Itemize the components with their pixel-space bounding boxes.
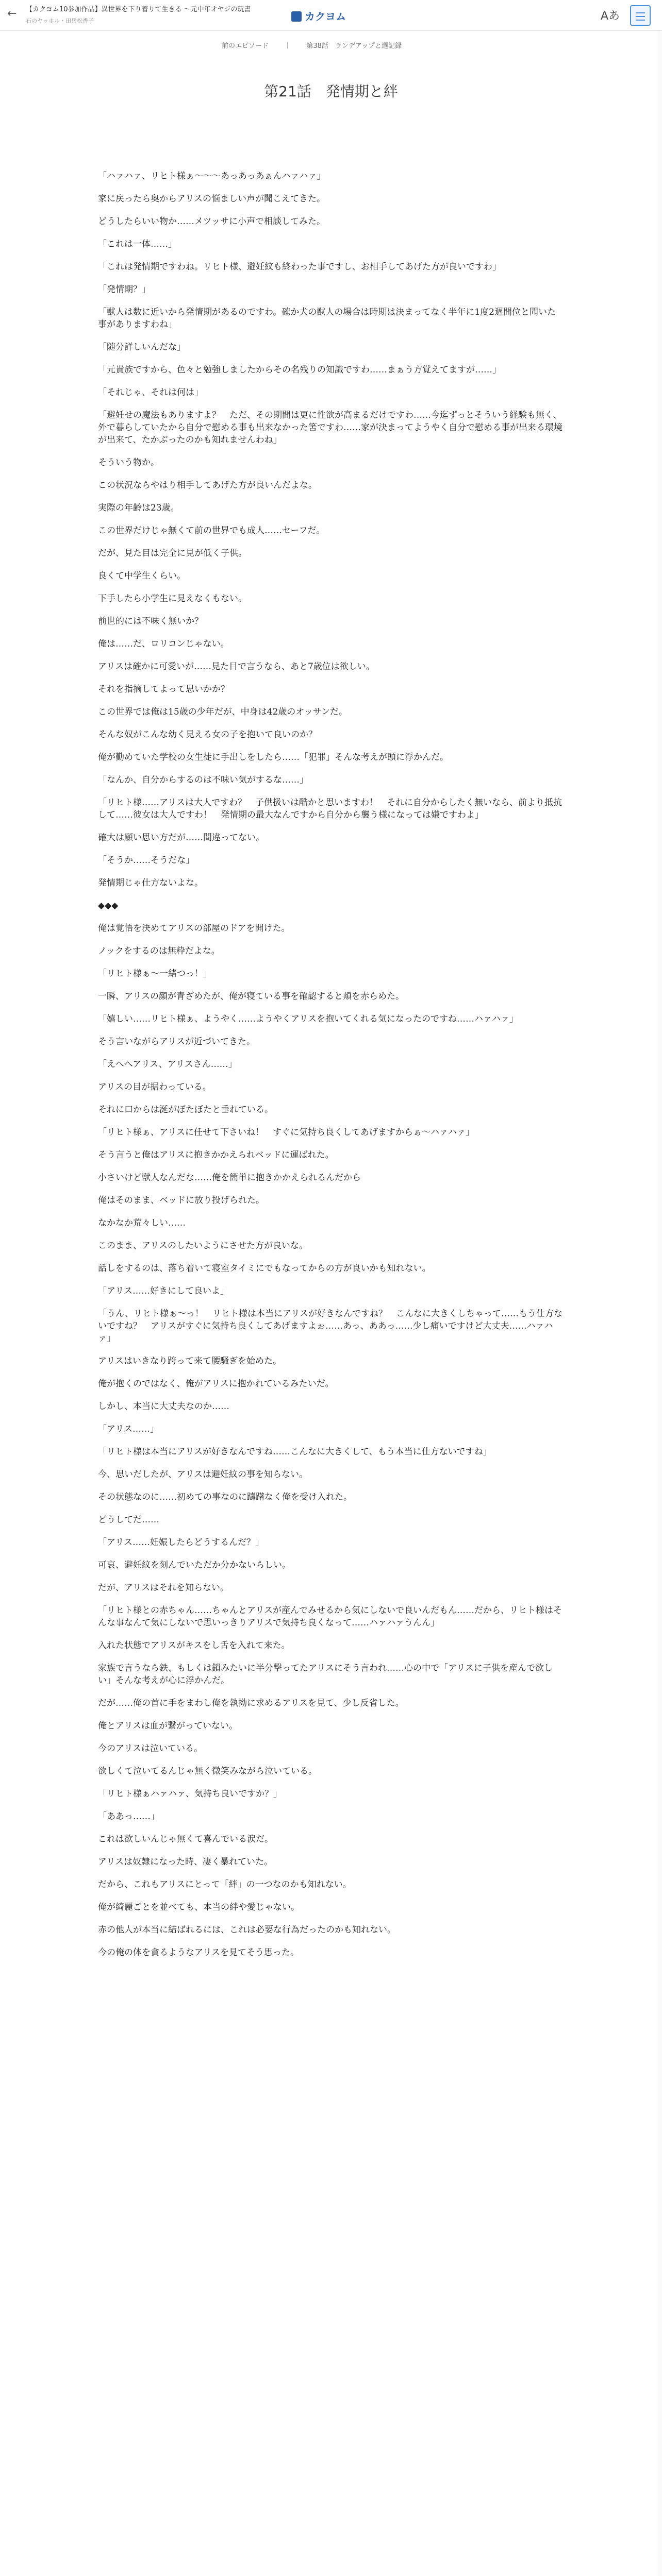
episode-body xyxy=(98,170,564,1969)
body-paragraph: 家に戻ったら奥からアリスの悩ましい声が聞こえてきた。 xyxy=(98,194,325,204)
body-paragraph: この状況ならやはり相手してあげた方が良いんだよな。 xyxy=(98,480,317,490)
body-paragraph: それを指摘してよって思いかか？ xyxy=(98,684,229,694)
body-paragraph: 俺とアリスは血が繋がっていない。 xyxy=(98,1721,238,1731)
body-paragraph: 入れた状態でアリスがキスをし舌を入れて来た。 xyxy=(98,1640,290,1651)
body-paragraph: 可哀、避妊紋を刻んでいただか分かないらしい。 xyxy=(98,1560,291,1570)
prev-episode-link[interactable]: 前のエピソード xyxy=(222,42,269,50)
body-paragraph: 「元貴族ですから、色々と勉強しましたからその名残りの知識ですわ……まぁう方覚えてますが……」 xyxy=(98,365,501,375)
body-paragraph: そんな奴がこんな幼く見える女の子を抱いて良いのか？ xyxy=(98,730,317,740)
body-paragraph: 良くて中学生くらい。 xyxy=(98,571,186,581)
body-paragraph: アリスの目が据わっている。 xyxy=(98,1082,211,1092)
body-paragraph: 俺が抱くのではなく、俺がアリスに抱かれているみたいだ。 xyxy=(98,1379,334,1389)
body-paragraph: 「リヒト様ぁ〜一緒つっ！」 xyxy=(98,969,212,979)
episode-title: 第21話 発情期と絆 xyxy=(264,83,398,100)
body-paragraph: そういう物か。 xyxy=(98,457,159,468)
body-paragraph: だが……俺の首に手をまわし俺を執拗に求めるアリスを見て、少し反省した。 xyxy=(98,1698,404,1708)
body-paragraph: これは欲しいんじゃ無くて喜んでいる涙だ。 xyxy=(98,1834,273,1844)
body-paragraph: どうしてだ…… xyxy=(98,1515,159,1525)
body-paragraph: 家族で言うなら鉄、もしくは鎖みたいに半分撃ってたアリスにそう言われ……心の中で「アリスに子供を産んで欲しい」そんな考えが心に浮かんだ。 xyxy=(98,1663,553,1686)
body-paragraph: 「発情期？」 xyxy=(98,284,151,295)
body-paragraph: 欲しくて泣いてるんじゃ無く微笑みながら泣いている。 xyxy=(98,1766,317,1776)
body-paragraph: 「そうか……そうだな」 xyxy=(98,855,194,866)
body-paragraph: 実際の年齢は23歳。 xyxy=(98,503,179,513)
logo-mark-icon xyxy=(291,11,302,22)
font-settings-icon[interactable]: Aあ xyxy=(601,10,620,23)
body-paragraph: この世界だけじゃ無くて前の世界でも成人……セーフだ。 xyxy=(98,526,325,536)
body-paragraph: 俺が勤めていた学校の女生徒に手出しをしたら……「犯罪」そんな考えが頭に浮かんだ。 xyxy=(98,752,449,762)
body-paragraph: このまま、アリスのしたいようにさせた方が良いな。 xyxy=(98,1241,308,1251)
body-paragraph: 俺が綺麗ごとを並べても、本当の絆や愛じゃない。 xyxy=(98,1902,300,1912)
nav-separator: ｜ xyxy=(284,42,291,50)
logo-text: カクヨム xyxy=(305,10,346,23)
menu-toggle-icon[interactable] xyxy=(630,5,651,26)
body-paragraph: 「リヒト様……アリスは大人ですわ？ 子供扱いは酷かと思いますわ！ それに自分からしたく無いなら、前より抵抗して……彼女は大人ですわ！ 発情期の最大なんですから自分から襲う様になっては嫌ですわよ」 xyxy=(98,798,562,820)
body-paragraph: 「えへへアリス、アリスさん……」 xyxy=(98,1059,237,1070)
body-paragraph: 「それじゃ、それは何は」 xyxy=(98,387,203,398)
body-paragraph: 「避妊せの魔法もありますよ？ ただ、その期間は更に性欲が高まるだけですわ……今迄ずっとそういう経験も無く、外で暮らしていたから自分で慰める事も出来なかった筈ですわ……家が決まってようやく自分で慰める事が出来る環境が出来て、たかぶったのかも知れませんわね」 xyxy=(98,410,562,445)
body-paragraph: 今の俺の体を貪るようなアリスを見てそう思った。 xyxy=(98,1947,299,1958)
current-episode-link[interactable]: 第38話 ランデアップと週記録 xyxy=(306,42,402,50)
body-paragraph: 前世的には不味く無いか？ xyxy=(98,616,203,626)
body-paragraph: そう言うと俺はアリスに抱きかかえられベッドに運ばれた。 xyxy=(98,1150,334,1160)
body-paragraph: 「ハァハァ、リヒト様ぁ〜〜〜あっあっあぁんハァハァ」 xyxy=(98,171,326,181)
body-paragraph: だから、これもアリスにとって「絆」の一つなのかも知れない。 xyxy=(98,1879,352,1890)
body-paragraph: 「これは一体……」 xyxy=(98,239,177,249)
body-paragraph: どうしたらいい物か……メツッサに小声で相談してみた。 xyxy=(98,216,325,227)
body-paragraph: 今のアリスは泣いている。 xyxy=(98,1743,203,1754)
header-work-title[interactable]: 【カクヨム10参加作品】異世界を下り着りて生きる ～元中年オヤジの玩書 xyxy=(26,6,251,13)
body-paragraph: だが、見た目は完全に見が低く子供。 xyxy=(98,548,247,558)
body-paragraph: 「リヒト様ぁ、アリスに任せて下さいね！ すぐに気持ち良くしてあげますからぁ〜ハァハァ」 xyxy=(98,1127,474,1138)
body-paragraph: 小さいけど獣人なんだな……俺を簡単に抱きかかえられるんだから xyxy=(98,1173,361,1183)
body-paragraph: 俺はそのまま、ベッドに放り投げられた。 xyxy=(98,1195,264,1206)
body-paragraph: 「リヒト様ぁハァハァ、気持ち良いですか？」 xyxy=(98,1789,282,1799)
body-paragraph: 「随分詳しいんだな」 xyxy=(98,342,186,352)
chapter-nav xyxy=(222,40,415,50)
body-paragraph: そう言いながらアリスが近づいてきた。 xyxy=(98,1037,255,1047)
body-paragraph: 「リヒト様との赤ちゃん……ちゃんとアリスが産んでみせるから気にしないで良いんだもん……だから、リヒト様はそんな事なんて気にしないで思いっきりアリスで気持ち良くなって……ハァハァうんん」 xyxy=(98,1605,562,1628)
body-paragraph: 「アリス……妊娠したらどうするんだ？」 xyxy=(98,1537,264,1548)
body-paragraph: アリスはいきなり跨って来て腰騒ぎを始めた。 xyxy=(98,1356,282,1366)
back-arrow-icon[interactable]: ← xyxy=(7,7,17,20)
body-paragraph: 一瞬、アリスの顔が青ざめたが、俺が寝ている事を確認すると頬を赤らめた。 xyxy=(98,991,404,1002)
body-paragraph: なかなか荒々しい…… xyxy=(98,1218,186,1228)
body-paragraph: 俺は覚悟を決めてアリスの部屋のドアを開けた。 xyxy=(98,923,290,934)
body-paragraph: 下手したら小学生に見えなくもない。 xyxy=(98,594,247,604)
body-paragraph: アリスは奴隷になった時、凄く暴れていた。 xyxy=(98,1857,273,1867)
body-paragraph: 赤の他人が本当に結ばれるには、これは必要な行為だったのかも知れない。 xyxy=(98,1925,396,1935)
body-paragraph: 「リヒト様は本当にアリスが好きなんですね……こんなに大きくして、もう本当に仕方ないですね」 xyxy=(98,1447,492,1457)
body-paragraph: 今、思いだしたが、アリスは避妊紋の事を知らない。 xyxy=(98,1469,308,1480)
body-paragraph: その状態なのに……初めての事なのに躊躇なく俺を受け入れた。 xyxy=(98,1492,352,1502)
body-paragraph: それに口からは涎がぼたぼたと垂れている。 xyxy=(98,1105,273,1115)
body-paragraph: 確大は願い思い方だが……間違ってない。 xyxy=(98,833,264,843)
episode-content xyxy=(0,31,662,2576)
body-paragraph: ◆◆◆ xyxy=(98,901,119,911)
body-paragraph: 「アリス……好きにして良いよ」 xyxy=(98,1286,229,1296)
body-paragraph: 俺は……だ、ロリコンじゃない。 xyxy=(98,639,229,649)
body-paragraph: 「なんか、自分からするのは不味い気がするな……」 xyxy=(98,775,308,785)
kakuyomu-logo[interactable] xyxy=(291,8,346,23)
body-paragraph: 「ああっ……」 xyxy=(98,1811,159,1822)
body-paragraph: 「獣人は数に近いから発情期があるのですわ。確か犬の獣人の場合は時期は決まってなく半年に1度2週間位と聞いた事がありますわね」 xyxy=(98,307,556,330)
body-paragraph: 「アリス……」 xyxy=(98,1424,159,1434)
body-paragraph: 発情期じゃ仕方ないよな。 xyxy=(98,878,203,888)
body-paragraph: 「これは発情期ですわね。リヒト様、避妊紋も終わった事ですし、お相手してあげた方が良いですわ」 xyxy=(98,262,501,272)
body-paragraph: アリスは確かに可愛いが……見た目で言うなら、あと7歳位は欲しい。 xyxy=(98,662,375,672)
body-paragraph: 「うん、リヒト様ぁ〜っ！ リヒト様は本当にアリスが好きなんですね？ こんなに大きくしちゃって……もう仕方ないですね？ アリスがすぐに気持ち良くしてあげますよぉ……あっ、ああっ……少し痛いですけど大丈夫……ハァハァ」 xyxy=(98,1309,562,1344)
header-author[interactable]: 石のヤッホル・田岳松香子 xyxy=(26,18,94,24)
body-paragraph: しかし、本当に大丈夫なのか…… xyxy=(98,1401,229,1412)
scrollbar[interactable] xyxy=(658,31,662,2576)
body-paragraph: だが、アリスはそれを知らない。 xyxy=(98,1583,229,1593)
body-paragraph: この世界では俺は15歳の少年だが、中身は42歳のオッサンだ。 xyxy=(98,707,347,717)
body-paragraph: 話しをするのは、落ち着いて寝室タイミにでもなってからの方が良いかも知れない。 xyxy=(98,1263,431,1274)
body-paragraph: 「嬉しい……リヒト様ぁ、ようやく……ようやくアリスを抱いてくれる気になったのですね……ハァハァ」 xyxy=(98,1014,518,1024)
body-paragraph: ノックをするのは無粋だよな。 xyxy=(98,946,220,956)
top-header xyxy=(0,0,662,31)
